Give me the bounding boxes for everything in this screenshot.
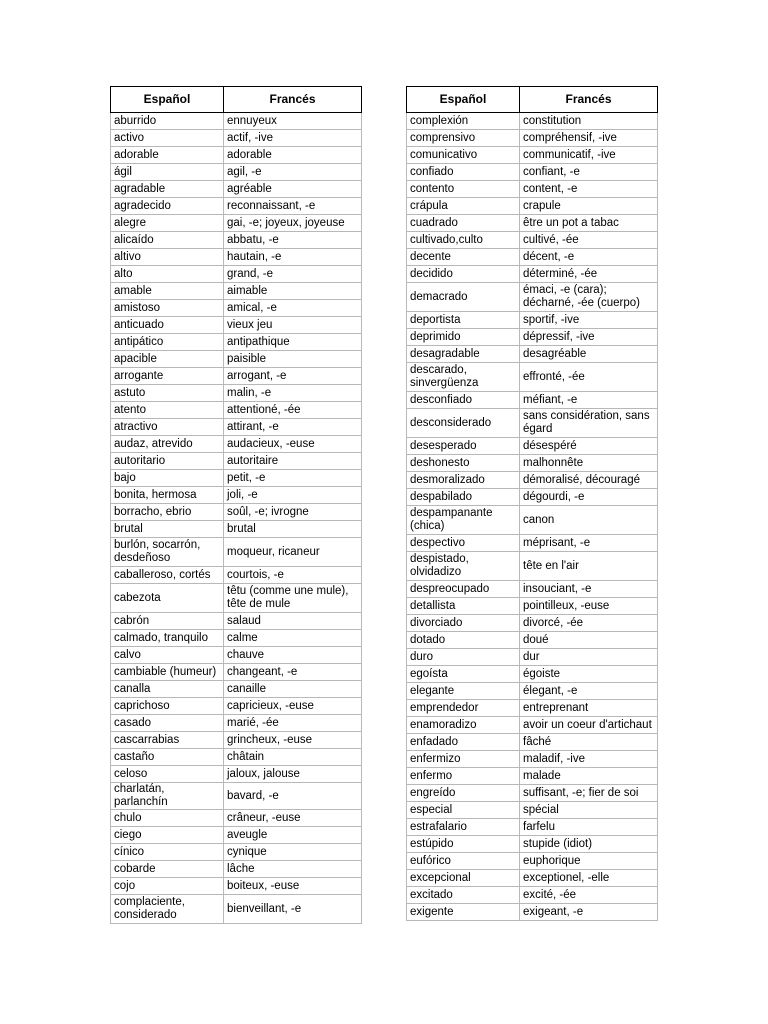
table-row xyxy=(111,538,362,567)
table-row xyxy=(111,300,362,317)
spanish-cell: celoso xyxy=(111,766,224,783)
spanish-cell: estrafalario xyxy=(407,819,520,836)
french-cell: grand, -e xyxy=(224,266,362,283)
french-cell: doué xyxy=(520,632,658,649)
french-cell: dégourdi, -e xyxy=(520,489,658,506)
table-row xyxy=(111,351,362,368)
spanish-cell: ágil xyxy=(111,164,224,181)
french-cell: amical, -e xyxy=(224,300,362,317)
french-cell: antipathique xyxy=(224,334,362,351)
french-cell: canaille xyxy=(224,681,362,698)
french-cell: être un pot a tabac xyxy=(520,215,658,232)
spanish-cell: bajo xyxy=(111,470,224,487)
french-cell: égoiste xyxy=(520,666,658,683)
spanish-cell: desconfiado xyxy=(407,392,520,409)
spanish-cell: especial xyxy=(407,802,520,819)
french-cell: brutal xyxy=(224,521,362,538)
french-cell: compréhensif, -ive xyxy=(520,130,658,147)
french-cell: actif, -ive xyxy=(224,130,362,147)
french-cell: divorcé, -ée xyxy=(520,615,658,632)
french-cell: démoralisé, découragé xyxy=(520,472,658,489)
french-cell: gai, -e; joyeux, joyeuse xyxy=(224,215,362,232)
spanish-cell: comunicativo xyxy=(407,147,520,164)
french-cell: dépressif, -ive xyxy=(520,329,658,346)
table-row xyxy=(407,232,658,249)
french-cell: spécial xyxy=(520,802,658,819)
french-cell: paisible xyxy=(224,351,362,368)
spanish-cell: borracho, ebrio xyxy=(111,504,224,521)
table-row xyxy=(407,312,658,329)
french-cell: cynique xyxy=(224,844,362,861)
spanish-cell: comprensivo xyxy=(407,130,520,147)
french-cell: calme xyxy=(224,630,362,647)
table-row xyxy=(111,766,362,783)
spanish-cell: altivo xyxy=(111,249,224,266)
table-row xyxy=(407,751,658,768)
spanish-cell: enfadado xyxy=(407,734,520,751)
french-cell: abbatu, -e xyxy=(224,232,362,249)
spanish-cell: astuto xyxy=(111,385,224,402)
spanish-cell: desmoralizado xyxy=(407,472,520,489)
table-row xyxy=(407,700,658,717)
french-cell: salaud xyxy=(224,613,362,630)
spanish-cell: despectivo xyxy=(407,535,520,552)
table-row xyxy=(111,232,362,249)
spanish-cell: calvo xyxy=(111,647,224,664)
table-row xyxy=(111,385,362,402)
table-row xyxy=(111,402,362,419)
spanish-cell: ciego xyxy=(111,827,224,844)
french-cell: constitution xyxy=(520,113,658,130)
french-cell: aimable xyxy=(224,283,362,300)
spanish-cell: enfermizo xyxy=(407,751,520,768)
spanish-cell: cascarrabias xyxy=(111,732,224,749)
table-row xyxy=(111,613,362,630)
spanish-cell: desconsiderado xyxy=(407,409,520,438)
french-cell: capricieux, -euse xyxy=(224,698,362,715)
vocabulary-table-left xyxy=(110,86,362,924)
table-row xyxy=(111,715,362,732)
french-cell: élegant, -e xyxy=(520,683,658,700)
table-row xyxy=(407,455,658,472)
spanish-cell: cabezota xyxy=(111,584,224,613)
french-cell: bavard, -e xyxy=(224,783,362,810)
french-cell: méprisant, -e xyxy=(520,535,658,552)
header-spanish: Español xyxy=(407,87,520,113)
french-cell: crâneur, -euse xyxy=(224,810,362,827)
table-row xyxy=(407,870,658,887)
table-row xyxy=(111,453,362,470)
table-row xyxy=(407,632,658,649)
spanish-cell: atractivo xyxy=(111,419,224,436)
spanish-cell: enfermo xyxy=(407,768,520,785)
french-cell: marié, -ée xyxy=(224,715,362,732)
french-cell: entreprenant xyxy=(520,700,658,717)
table-row xyxy=(111,810,362,827)
spanish-cell: complaciente, considerado xyxy=(111,895,224,924)
table-row xyxy=(111,861,362,878)
french-cell: bienveillant, -e xyxy=(224,895,362,924)
french-cell: reconnaissant, -e xyxy=(224,198,362,215)
french-cell: vieux jeu xyxy=(224,317,362,334)
spanish-cell: demacrado xyxy=(407,283,520,312)
spanish-cell: complexión xyxy=(407,113,520,130)
table-row xyxy=(111,827,362,844)
table-row xyxy=(407,409,658,438)
spanish-cell: decente xyxy=(407,249,520,266)
french-cell: malade xyxy=(520,768,658,785)
table-row xyxy=(407,904,658,921)
french-cell: jaloux, jalouse xyxy=(224,766,362,783)
spanish-cell: activo xyxy=(111,130,224,147)
french-cell: suffisant, -e; fier de soi xyxy=(520,785,658,802)
table-row xyxy=(407,581,658,598)
table-row xyxy=(407,552,658,581)
table-row xyxy=(407,181,658,198)
table-row xyxy=(407,198,658,215)
table-row xyxy=(407,717,658,734)
french-cell: grincheux, -euse xyxy=(224,732,362,749)
french-cell: exceptionel, -elle xyxy=(520,870,658,887)
spanish-cell: detallista xyxy=(407,598,520,615)
french-cell: communicatif, -ive xyxy=(520,147,658,164)
french-cell: cultivé, -ée xyxy=(520,232,658,249)
table-row xyxy=(407,164,658,181)
spanish-cell: descarado, sinvergüenza xyxy=(407,363,520,392)
table-row xyxy=(111,895,362,924)
table-row xyxy=(407,506,658,535)
french-cell: émaci, -e (cara); décharné, -ée (cuerpo) xyxy=(520,283,658,312)
spanish-cell: agradable xyxy=(111,181,224,198)
table-row xyxy=(407,768,658,785)
table-row xyxy=(111,147,362,164)
spanish-cell: cojo xyxy=(111,878,224,895)
spanish-cell: elegante xyxy=(407,683,520,700)
french-cell: exigeant, -e xyxy=(520,904,658,921)
table-row xyxy=(407,836,658,853)
french-cell: aveugle xyxy=(224,827,362,844)
french-cell: confiant, -e xyxy=(520,164,658,181)
table-row xyxy=(111,878,362,895)
spanish-cell: decidido xyxy=(407,266,520,283)
spanish-cell: audaz, atrevido xyxy=(111,436,224,453)
table-row xyxy=(111,749,362,766)
spanish-cell: cobarde xyxy=(111,861,224,878)
table-row xyxy=(407,887,658,904)
french-cell: attentioné, -ée xyxy=(224,402,362,419)
spanish-cell: despistado, olvidadizo xyxy=(407,552,520,581)
table-row xyxy=(407,215,658,232)
header-spanish: Español xyxy=(111,87,224,113)
table-row xyxy=(111,584,362,613)
french-cell: farfelu xyxy=(520,819,658,836)
table-header-row xyxy=(407,87,658,113)
table-row xyxy=(111,368,362,385)
spanish-cell: antipático xyxy=(111,334,224,351)
table-row xyxy=(407,346,658,363)
french-cell: dur xyxy=(520,649,658,666)
table-row xyxy=(111,436,362,453)
french-cell: arrogant, -e xyxy=(224,368,362,385)
spanish-cell: alto xyxy=(111,266,224,283)
spanish-cell: crápula xyxy=(407,198,520,215)
table-row xyxy=(111,130,362,147)
spanish-cell: excepcional xyxy=(407,870,520,887)
french-cell: euphorique xyxy=(520,853,658,870)
header-french: Francés xyxy=(224,87,362,113)
spanish-cell: caballeroso, cortés xyxy=(111,567,224,584)
table-row xyxy=(407,392,658,409)
header-french: Francés xyxy=(520,87,658,113)
french-cell: audacieux, -euse xyxy=(224,436,362,453)
spanish-cell: casado xyxy=(111,715,224,732)
french-cell: changeant, -e xyxy=(224,664,362,681)
french-cell: avoir un coeur d'artichaut xyxy=(520,717,658,734)
spanish-cell: cuadrado xyxy=(407,215,520,232)
spanish-cell: apacible xyxy=(111,351,224,368)
spanish-cell: cultivado,culto xyxy=(407,232,520,249)
french-cell: pointilleux, -euse xyxy=(520,598,658,615)
french-cell: petit, -e xyxy=(224,470,362,487)
french-cell: boiteux, -euse xyxy=(224,878,362,895)
spanish-cell: charlatán, parlanchín xyxy=(111,783,224,810)
french-cell: excité, -ée xyxy=(520,887,658,904)
table-row xyxy=(111,567,362,584)
table-row xyxy=(111,266,362,283)
vocabulary-table-right xyxy=(406,86,658,921)
table-row xyxy=(407,113,658,130)
table-row xyxy=(111,630,362,647)
french-cell: canon xyxy=(520,506,658,535)
spanish-cell: alegre xyxy=(111,215,224,232)
french-cell: agil, -e xyxy=(224,164,362,181)
table-row xyxy=(407,266,658,283)
french-cell: chauve xyxy=(224,647,362,664)
french-cell: tête en l'air xyxy=(520,552,658,581)
french-cell: ennuyeux xyxy=(224,113,362,130)
table-row xyxy=(407,802,658,819)
table-row xyxy=(111,698,362,715)
spanish-cell: alicaído xyxy=(111,232,224,249)
table-row xyxy=(111,419,362,436)
table-row xyxy=(111,521,362,538)
table-row xyxy=(407,147,658,164)
table-row xyxy=(407,785,658,802)
spanish-cell: divorciado xyxy=(407,615,520,632)
spanish-cell: castaño xyxy=(111,749,224,766)
spanish-cell: desesperado xyxy=(407,438,520,455)
table-row xyxy=(111,732,362,749)
table-row xyxy=(407,649,658,666)
french-cell: attirant, -e xyxy=(224,419,362,436)
french-cell: lâche xyxy=(224,861,362,878)
spanish-cell: brutal xyxy=(111,521,224,538)
table-row xyxy=(111,283,362,300)
french-cell: effronté, -ée xyxy=(520,363,658,392)
table-row xyxy=(111,681,362,698)
spanish-cell: agradecido xyxy=(111,198,224,215)
table-row xyxy=(407,283,658,312)
french-cell: sportif, -ive xyxy=(520,312,658,329)
spanish-cell: contento xyxy=(407,181,520,198)
spanish-cell: caprichoso xyxy=(111,698,224,715)
french-cell: têtu (comme une mule), tête de mule xyxy=(224,584,362,613)
french-cell: desagréable xyxy=(520,346,658,363)
spanish-cell: cabrón xyxy=(111,613,224,630)
french-cell: malhonnête xyxy=(520,455,658,472)
french-cell: châtain xyxy=(224,749,362,766)
spanish-cell: canalla xyxy=(111,681,224,698)
french-cell: stupide (idiot) xyxy=(520,836,658,853)
table-row xyxy=(407,853,658,870)
spanish-cell: amable xyxy=(111,283,224,300)
spanish-cell: confiado xyxy=(407,164,520,181)
table-row xyxy=(111,783,362,810)
french-cell: fâché xyxy=(520,734,658,751)
table-row xyxy=(407,819,658,836)
french-cell: déterminé, -ée xyxy=(520,266,658,283)
table-body xyxy=(407,113,658,921)
table-row xyxy=(407,249,658,266)
table-row xyxy=(111,317,362,334)
french-cell: malin, -e xyxy=(224,385,362,402)
table-row xyxy=(111,334,362,351)
french-cell: crapule xyxy=(520,198,658,215)
table-row xyxy=(407,535,658,552)
table-row xyxy=(111,504,362,521)
french-cell: courtois, -e xyxy=(224,567,362,584)
spanish-cell: cambiable (humeur) xyxy=(111,664,224,681)
table-row xyxy=(111,664,362,681)
table-header-row xyxy=(111,87,362,113)
french-cell: hautain, -e xyxy=(224,249,362,266)
french-cell: joli, -e xyxy=(224,487,362,504)
spanish-cell: adorable xyxy=(111,147,224,164)
table-row xyxy=(111,249,362,266)
spanish-cell: chulo xyxy=(111,810,224,827)
french-cell: insouciant, -e xyxy=(520,581,658,598)
table-row xyxy=(111,164,362,181)
table-row xyxy=(407,666,658,683)
spanish-cell: aburrido xyxy=(111,113,224,130)
table-row xyxy=(407,615,658,632)
french-cell: soûl, -e; ivrogne xyxy=(224,504,362,521)
table-row xyxy=(407,130,658,147)
french-cell: décent, -e xyxy=(520,249,658,266)
table-row xyxy=(407,329,658,346)
table-row xyxy=(111,844,362,861)
table-row xyxy=(111,198,362,215)
table-row xyxy=(407,683,658,700)
spanish-cell: desagradable xyxy=(407,346,520,363)
spanish-cell: despreocupado xyxy=(407,581,520,598)
spanish-cell: engreído xyxy=(407,785,520,802)
table-row xyxy=(111,215,362,232)
french-cell: adorable xyxy=(224,147,362,164)
table-row xyxy=(407,489,658,506)
spanish-cell: calmado, tranquilo xyxy=(111,630,224,647)
french-cell: désespéré xyxy=(520,438,658,455)
spanish-cell: arrogante xyxy=(111,368,224,385)
table-row xyxy=(407,598,658,615)
table-row xyxy=(407,438,658,455)
spanish-cell: atento xyxy=(111,402,224,419)
french-cell: content, -e xyxy=(520,181,658,198)
spanish-cell: estúpido xyxy=(407,836,520,853)
spanish-cell: deshonesto xyxy=(407,455,520,472)
french-cell: maladif, -ive xyxy=(520,751,658,768)
spanish-cell: autoritario xyxy=(111,453,224,470)
french-cell: autoritaire xyxy=(224,453,362,470)
spanish-cell: despabilado xyxy=(407,489,520,506)
table-row xyxy=(111,113,362,130)
spanish-cell: dotado xyxy=(407,632,520,649)
spanish-cell: anticuado xyxy=(111,317,224,334)
table-row xyxy=(407,472,658,489)
spanish-cell: enamoradizo xyxy=(407,717,520,734)
spanish-cell: bonita, hermosa xyxy=(111,487,224,504)
table-row xyxy=(111,470,362,487)
spanish-cell: despampanante (chica) xyxy=(407,506,520,535)
spanish-cell: excitado xyxy=(407,887,520,904)
table-row xyxy=(111,181,362,198)
spanish-cell: duro xyxy=(407,649,520,666)
table-row xyxy=(407,734,658,751)
spanish-cell: eufórico xyxy=(407,853,520,870)
spanish-cell: deportista xyxy=(407,312,520,329)
spanish-cell: emprendedor xyxy=(407,700,520,717)
spanish-cell: burlón, socarrón, desdeñoso xyxy=(111,538,224,567)
table-body xyxy=(111,113,362,924)
french-cell: méfiant, -e xyxy=(520,392,658,409)
table-row xyxy=(407,363,658,392)
french-cell: agréable xyxy=(224,181,362,198)
spanish-cell: exigente xyxy=(407,904,520,921)
table-row xyxy=(111,487,362,504)
spanish-cell: egoísta xyxy=(407,666,520,683)
table-row xyxy=(111,647,362,664)
french-cell: moqueur, ricaneur xyxy=(224,538,362,567)
spanish-cell: cínico xyxy=(111,844,224,861)
spanish-cell: amistoso xyxy=(111,300,224,317)
french-cell: sans considération, sans égard xyxy=(520,409,658,438)
spanish-cell: deprimido xyxy=(407,329,520,346)
